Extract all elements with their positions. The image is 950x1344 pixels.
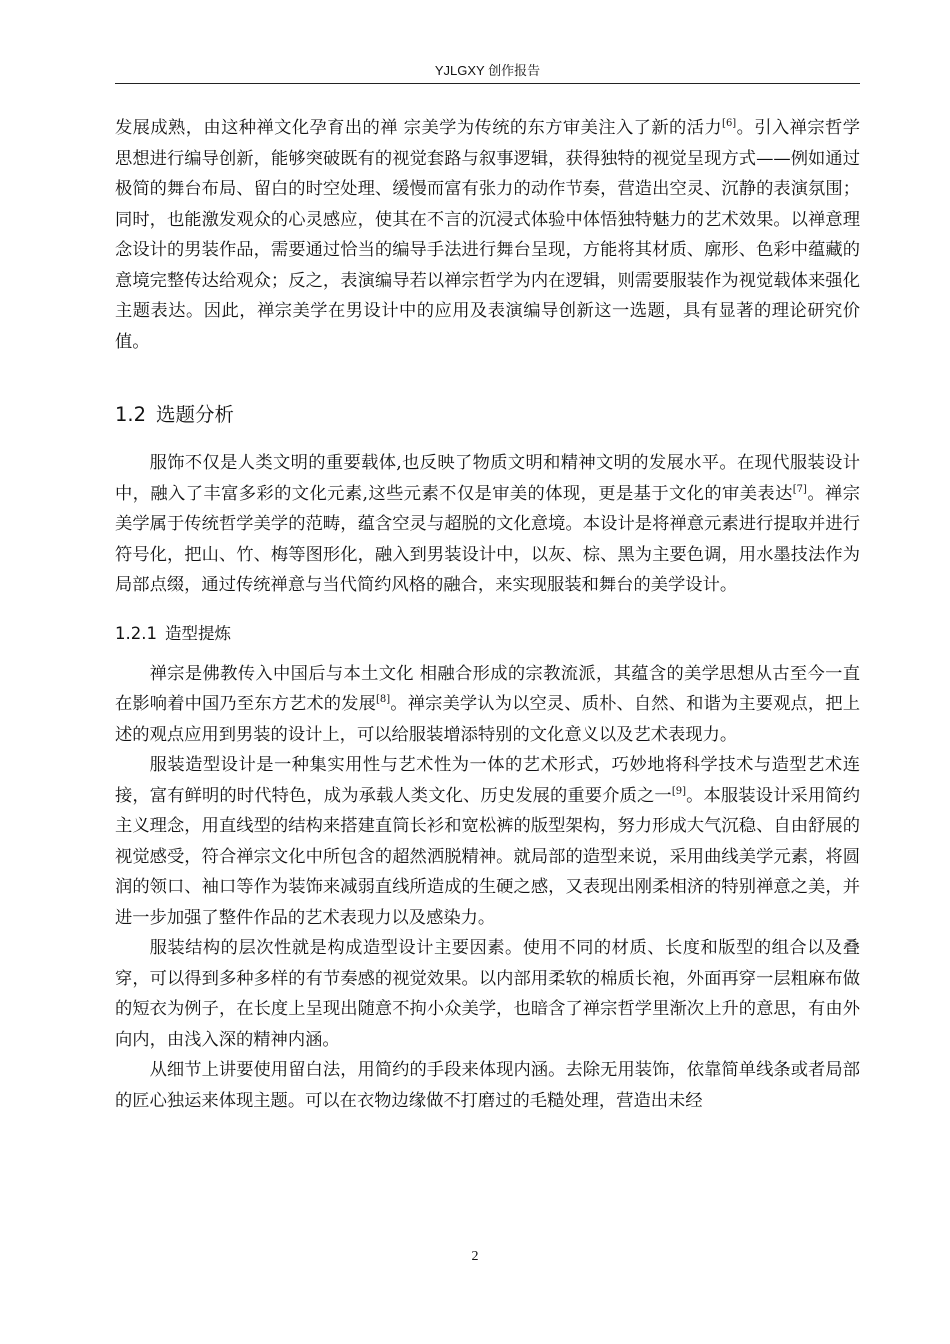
paragraph-text: 服装结构的层次性就是构成造型设计主要因素。使用不同的材质、长度和版型的组合以及叠穿，可以得到多种多样的有节奏感的视觉效果。以内部用柔软的棉质长袍，外面再穿一层粗麻布做的短衣为例子，在长度上呈现出随意不拘小众美学，也暗含了禅宗哲学里渐次上升的意思，有由外向内，由浅入深的精神内涵。 (115, 938, 860, 1050)
paragraph-text: 。引入禅宗哲学思想进行编导创新，能够突破既有的视觉套路与叙事逻辑，获得独特的视觉呈现方式——例如通过极简的舞台布局、留白的时空处理、缓慢而富有张力的动作节奏，营造出空灵、沉静的表演氛围；同时，也能激发观众的心灵感应，使其在不言的沉浸式体验中体悟独特魅力的艺术效果。以禅意理念设计的男装作品，需要通过恰当的编导手法进行舞台呈现，方能将其材质、廓形、色彩中蕴藏的意境完整传达给观众；反之，表演编导若以禅宗哲学为内在逻辑，则需要服装作为视觉载体来强化主题表达。因此，禅宗美学在男设计中的应用及表演编导创新这一选题，具有显著的理论研究价值。 (115, 118, 860, 352)
paragraph (115, 448, 860, 601)
paragraph (115, 750, 860, 933)
citation: [8] (376, 694, 391, 706)
paragraph-text: 服饰不仅是人类文明的重要载体,也反映了物质文明和精神文明的发展水平。在现代服装设计中，融入了丰富多彩的文化元素,这些元素不仅是审美的体现，更是基于文化的审美表达 (115, 453, 860, 504)
section-heading-1-2-1 (115, 621, 860, 647)
paragraph (115, 933, 860, 1055)
paragraph (115, 113, 860, 357)
section-number: 1.2 (115, 403, 147, 426)
paragraph-text: 发展成熟，由这种禅文化孕育出的禅 宗美学为传统的东方审美注入了新的活力 (115, 118, 723, 138)
document-body (115, 113, 860, 1116)
paragraph (115, 659, 860, 751)
section-number: 1.2.1 (115, 623, 157, 643)
paragraph-text: 禅宗是佛教传入中国后与本土文化 相融合形成的宗教流派，其蕴含的美学思想从古至今一直在影响着中国乃至东方艺术的发展 (115, 663, 860, 714)
citation: [6] (722, 118, 737, 130)
paragraph-text: 服装造型设计是一种集实用性与艺术性为一体的艺术形式，巧妙地将科学技术与造型艺术连接，富有鲜明的时代特色，成为承载人类文化、历史发展的重要介质之一 (115, 755, 860, 806)
citation: [7] (792, 483, 807, 495)
citation: [9] (671, 785, 686, 797)
section-title: 选题分析 (156, 403, 235, 426)
paragraph-text: 。本服装设计采用简约主义理念，用直线型的结构来搭建直筒长衫和宽松裤的版型架构，努力形成大气沉稳、自由舒展的视觉感受，符合禅宗文化中所包含的超然洒脱精神。就局部的造型来说，采用曲线美学元素，将圆润的领口、袖口等作为装饰来减弱直线所造成的生硬之感，又表现出刚柔相济的特别禅意之美，并进一步加强了整件作品的艺术表现力以及感染力。 (115, 785, 860, 928)
paragraph-text: 从细节上讲要使用留白法，用简约的手段来体现内涵。去除无用装饰，依靠简单线条或者局部的匠心独运来体现主题。可以在衣物边缘做不打磨过的毛糙处理，营造出未经 (115, 1060, 860, 1111)
header-title: YJLGXY 创作报告 (434, 63, 541, 78)
paragraph-text: 。禅宗美学属于传统哲学美学的范畴，蕴含空灵与超脱的文化意境。本设计是将禅意元素进行提取并进行符号化，把山、竹、梅等图形化，融入到男装设计中，以灰、棕、黑为主要色调，用水墨技法作为局部点缀，通过传统禅意与当代简约风格的融合，来实现服装和舞台的美学设计。 (115, 483, 860, 595)
page-number: 2 (471, 1249, 479, 1264)
section-heading-1-2 (115, 400, 860, 430)
paragraph-text: 。禅宗美学认为以空灵、质朴、自然、和谐为主要观点，把上述的观点应用到男装的设计上，可以给服装增添特别的文化意义以及艺术表现力。 (115, 694, 860, 745)
header-divider (115, 83, 860, 84)
section-title: 造型提炼 (164, 623, 231, 643)
page-header (115, 60, 860, 82)
paragraph (115, 1055, 860, 1116)
